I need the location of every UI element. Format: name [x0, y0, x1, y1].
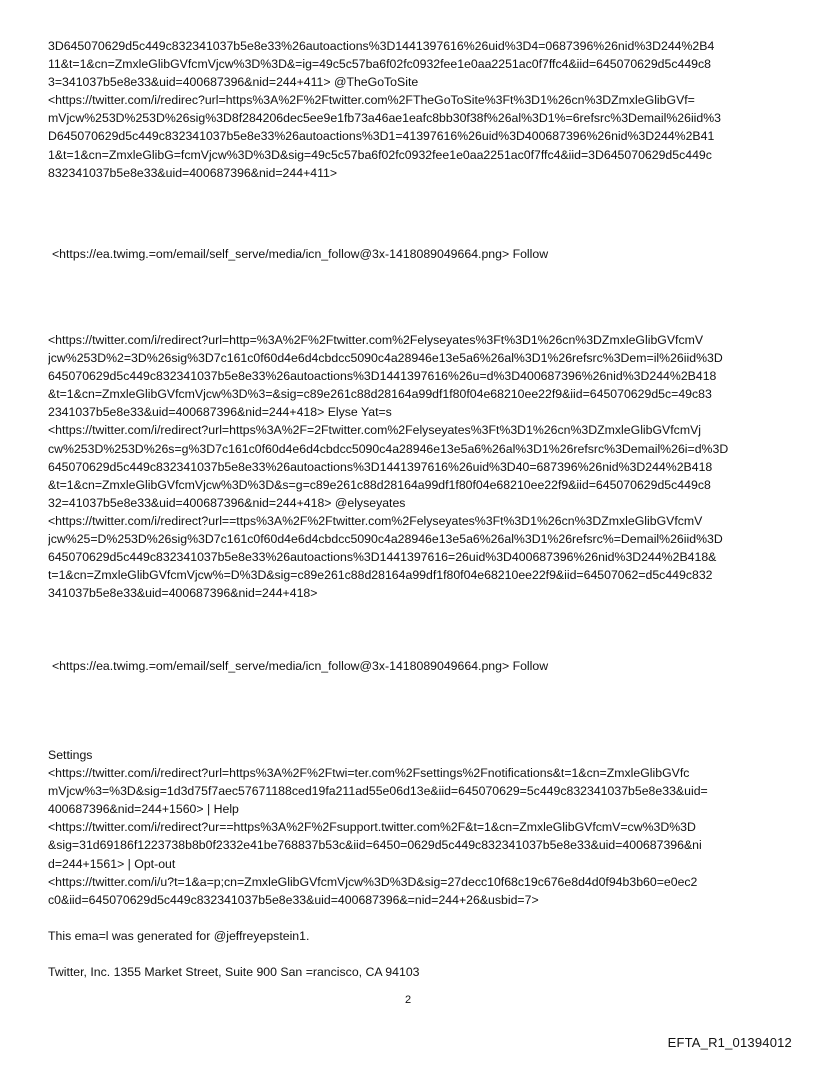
- text-line: c0&iid=645070629d5c449c832341037b5e8e33&uid=400687396&=nid=244+26&usbid=7>: [48, 892, 539, 907]
- text-line: mVjcw%253D%253D%26sig%3D8f284206dec5ee9e1fb73a46ae1eafc8bb30f38f%26al%3D1%=6refsrc%3Demail%26iid%3: [48, 111, 722, 126]
- opt-out-link-line[interactable]: d=244+1561> | Opt-out: [48, 856, 176, 871]
- settings-heading[interactable]: Settings: [48, 748, 93, 762]
- text-line: jcw%253D%2=3D%26sig%3D7c161c0f60d4e6d4cbdcc5090c4a28946e13e5a6%26al%3D1%26refsrc%3Dem=il%26iid%3D: [48, 351, 723, 366]
- text-line: 11&t=1&cn=ZmxleGlibGVfcmVjcw%3D%3D&=ig=49c5c57ba6f02fc0932fee1e0aa2251ac0f7ffc4&iid=645070629d5c449c8: [48, 57, 712, 72]
- redirect-link-block-elyseyates: [48, 331, 772, 602]
- text-line: 832341037b5e8e33&uid=400687396&nid=244+411>: [48, 165, 338, 180]
- text-line: 645070629d5c449c832341037b5e8e33%26autoactions%3D1441397616%26uid%3D40=687396%26nid%3D244%2B418: [48, 459, 713, 474]
- generated-for-note: This ema=l was generated for @jeffreyepstein1.: [48, 929, 310, 943]
- follow-link-1[interactable]: <https://ea.twimg.=om/email/self_serve/media/icn_follow@3x-1418089049664.png> Follow: [52, 247, 549, 261]
- text-line: t=1&cn=ZmxleGlibGVfcmVjcw%=D%3D&sig=c89e261c88d28164a99df1f80f04e68210ee22f9&iid=64507062=d5c449c832: [48, 568, 713, 583]
- text-line: <https://twitter.com/i/redirect?url=https%3A%2F=2Ftwitter.com%2Felyseyates%3Ft%3D1%26cn%3DZmxleGlibGVfcmVj: [48, 423, 702, 438]
- text-line: 3D645070629d5c449c832341037b5e8e33%26autoactions%3D1441397616%26uid%3D4=0687396%26nid%3D244%2B4: [48, 39, 715, 53]
- text-line: jcw%25=D%253D%26sig%3D7c161c0f60d4e6d4cbdcc5090c4a28946e13e5a6%26al%3D1%26refsrc%=Demail%26iid%3D: [48, 532, 723, 547]
- text-line: mVjcw%3=%3D&sig=1d3d75f7aec57671188ced19fa211ad55e06d13e&iid=645070629=5c449c832341037b5e8e33&uid=: [48, 784, 708, 799]
- text-line: <https://twitter.com/i/u?t=1&a=p;cn=ZmxleGlibGVfcmVjcw%3D%3D&sig=27decc10f68c19c676e8d4d0f94b3b60=e0ec2: [48, 874, 698, 889]
- follow-link-2[interactable]: <https://ea.twimg.=om/email/self_serve/media/icn_follow@3x-1418089049664.png> Follow: [52, 659, 549, 673]
- text-line: <https://twitter.com/i/redirec?url=https%3A%2F%2Ftwitter.com%2FTheGoToSite%3Ft%3D1%26cn%3DZmxleGlibGVf=: [48, 93, 695, 108]
- page-number: 2: [404, 994, 412, 1006]
- text-line: 1&t=1&cn=ZmxleGlibG=fcmVjcw%3D%3D&sig=49c5c57ba6f02fc0932fee1e0aa2251ac0f7ffc4&iid=3D645070629d5c449c: [48, 147, 712, 162]
- footer-links-block: [48, 746, 772, 909]
- text-line: 645070629d5c449c832341037b5e8e33%26autoactions%3D1441397616=26uid%3D400687396%26nid%3D244%2B418&: [48, 550, 717, 565]
- text-line: 645070629d5c449c832341037b5e8e33%26autoactions%3D1441397616%26u=d%3D400687396%26nid%3D244%2B418: [48, 369, 717, 384]
- text-line: &sig=31d69186f1223738b8b0f2332e41be768837b53c&iid=6450=0629d5c449c832341037b5e8e33&uid=400687396&ni: [48, 838, 702, 853]
- text-line: <https://twitter.com/i/redirect?ur==https%3A%2F%2Fsupport.twitter.com%2F&t=1&cn=ZmxleGlibGVfcmV=cw%3D%3D: [48, 820, 696, 835]
- text-line: 341037b5e8e33&uid=400687396&nid=244+418>: [48, 586, 318, 601]
- text-line: 32=41037b5e8e33&uid=400687396&nid=244+418> @elyseyates: [48, 495, 406, 510]
- text-line: <https://twitter.com/i/redirect?url=http=%3A%2F%2Ftwitter.com%2Felyseyates%3Ft%3D1%26cn%3DZmxleGlibGVfcmV: [48, 333, 704, 347]
- text-line: 3=341037b5e8e33&uid=400687396&nid=244+411> @TheGoToSite: [48, 75, 419, 90]
- bates-number: EFTA_R1_01394012: [667, 1035, 792, 1050]
- company-address: Twitter, Inc. 1355 Market Street, Suite 900 San =rancisco, CA 94103: [48, 965, 420, 979]
- text-line: <https://twitter.com/i/redirect?url==ttps%3A%2F%2Ftwitter.com%2Felyseyates%3Ft%3D1%26cn%3DZmxleGlibGVfcmV: [48, 513, 703, 528]
- text-line: <https://twitter.com/i/redirect?url=https%3A%2F%2Ftwi=ter.com%2Fsettings%2Fnotifications&t=1&cn=ZmxleGlibGVfc: [48, 766, 690, 781]
- text-line: 2341037b5e8e33&uid=400687396&nid=244+418> Elyse Yat=s: [48, 405, 392, 420]
- help-link-line[interactable]: 400687396&nid=244+1560> | Help: [48, 802, 239, 817]
- text-line: cw%253D%253D%26s=g%3D7c161c0f60d4e6d4cbdcc5090c4a28946e13e5a6%26al%3D1%26refsrc%3Demail%26i=d%3D: [48, 441, 729, 456]
- text-line: &t=1&cn=ZmxleGlibGVfcmVjcw%3D%3=&sig=c89e261c88d28164a99df1f80f04e68210ee22f9&iid=645070629d5c=49c83: [48, 387, 712, 402]
- redirect-link-block-gotosite: [48, 37, 772, 182]
- text-line: &t=1&cn=ZmxleGlibGVfcmVjcw%3D%3D&s=g=c89e261c88d28164a99df1f80f04e68210ee22f9&iid=645070629d5c449c8: [48, 477, 711, 492]
- text-line: D645070629d5c449c832341037b5e8e33%26autoactions%3D1=41397616%26uid%3D400687396%26nid%3D244%2B41: [48, 129, 715, 144]
